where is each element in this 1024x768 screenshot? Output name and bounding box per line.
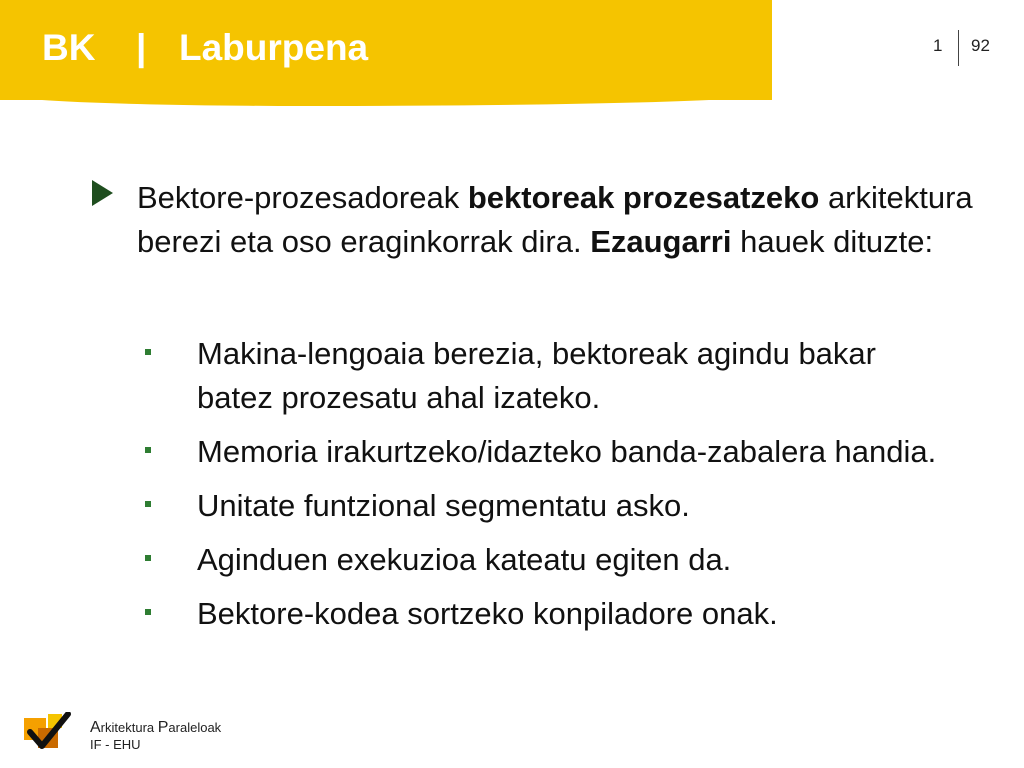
sub-point-text: Aginduen exekuzioa kateatu egiten da.	[197, 542, 732, 577]
sub-point-list	[145, 332, 945, 646]
square-bullet-icon	[145, 609, 151, 615]
square-bullet-icon	[145, 555, 151, 561]
main-text-b: arkitektura berezi eta oso eraginkorrak dira.	[137, 180, 973, 259]
square-bullet-icon	[145, 447, 151, 453]
page-total: 92	[971, 36, 990, 55]
main-bold-a: bektoreak prozesatzeko	[467, 180, 820, 215]
footer-institution: IF - EHU	[90, 737, 141, 752]
main-text-c: hauek dituzte:	[731, 224, 934, 259]
main-point	[137, 176, 997, 264]
square-bullet-icon	[145, 349, 151, 355]
footer-text	[90, 719, 221, 753]
page-divider	[958, 30, 959, 66]
sub-point-text: Memoria irakurtzeko/idazteko banda-zabalera handia.	[197, 434, 937, 469]
course-code: BK	[42, 27, 96, 68]
list-item	[145, 332, 945, 420]
list-item	[145, 538, 945, 582]
list-item	[145, 484, 945, 528]
main-text-a: Bektore-prozesadoreak	[137, 180, 468, 215]
list-item	[145, 592, 945, 636]
footer-course: Arkitektura Paraleloak	[90, 719, 222, 736]
page-current: 1	[933, 36, 943, 55]
sub-point-text: Bektore-kodea sortzeko konpiladore onak.	[197, 596, 778, 631]
checkmark-logo-icon	[24, 712, 74, 752]
list-item	[145, 430, 945, 474]
slide-title: Laburpena	[179, 27, 369, 68]
sub-point-text: Makina-lengoaia berezia, bektoreak agindu bakar batez prozesatu ahal izateko.	[197, 336, 876, 415]
sub-point-text: Unitate funtzional segmentatu asko.	[197, 488, 690, 523]
header-separator: |	[136, 27, 147, 68]
square-bullet-icon	[145, 501, 151, 507]
header-band	[0, 0, 772, 100]
main-bold-b: Ezaugarri	[590, 224, 732, 259]
triangle-bullet-icon	[92, 180, 113, 206]
